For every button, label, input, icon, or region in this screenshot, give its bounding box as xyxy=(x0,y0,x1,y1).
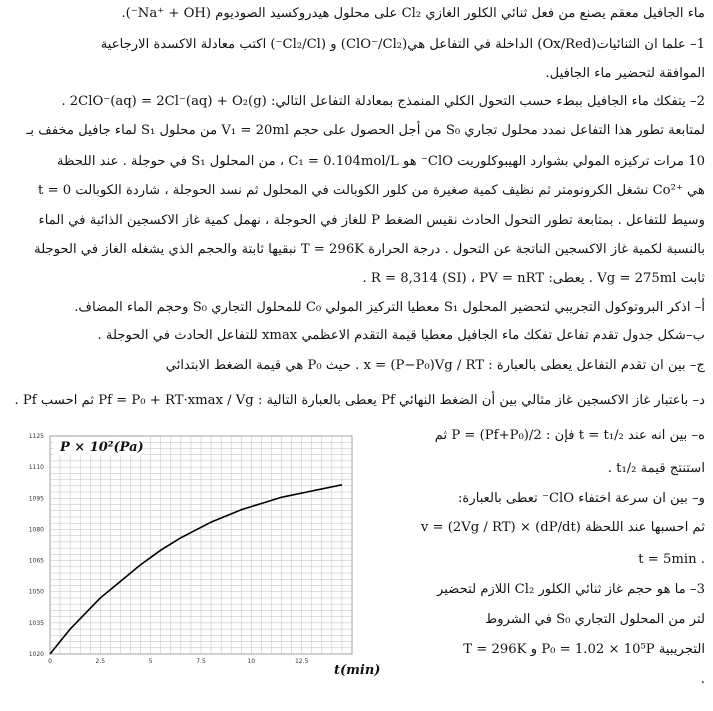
side-line-3: و– بين ان سرعة اختفاء ClO⁻ تعطى بالعبارة: xyxy=(457,491,705,506)
y-tick-label: 1095 xyxy=(28,495,44,503)
y-tick-label: 1080 xyxy=(28,526,44,534)
x-tick-label: 10 xyxy=(247,658,256,665)
pressure-time-chart xyxy=(22,430,392,680)
x-tick-label: 12.5 xyxy=(294,658,309,665)
y-tick-label: 1125 xyxy=(28,433,44,440)
side-line-5: t = 5min . xyxy=(638,552,705,567)
line-6: 10 مرات تركيزه المولي بشوارد الهيبوكلوريت ClO⁻ هو C₁ = 0.104mol/L ، من المحلول S₁ في حوجلة . عند اللحظة xyxy=(57,154,705,169)
line-13: ج– بين ان تقدم التفاعل يعطى بالعبارة : x = (P−P₀)Vg / RT . حيث P₀ هي قيمة الضغط الابتدائي xyxy=(165,358,705,373)
line-7: t = 0 نشغل الكرونومتر ثم نظيف كمية صغيرة من كلور الكوبالت في المحلول ثم نسد الحوجلة ، شاردة الكوبالت Co²⁺ هي xyxy=(37,183,705,198)
side-line-8: التجريبية P₀ = 1.02 × 10⁵P و T = 296K xyxy=(463,642,705,657)
side-line-6: 3– ما هو حجم غاز ثنائي الكلور Cl₂ اللازم لتحضير xyxy=(436,582,705,597)
side-line-2: استنتج قيمة t₁/₂ . xyxy=(607,461,705,476)
y-tick-label: 1065 xyxy=(28,557,44,565)
side-line-7: لتر من المحلول التجاري S₀ في الشروط xyxy=(485,612,705,627)
side-line-4: v = (2Vg / RT) × (dP/dt) ثم احسبها عند اللحظة xyxy=(420,520,705,535)
y-tick-label: 1110 xyxy=(28,464,44,472)
x-tick-label: 0 xyxy=(48,658,52,665)
y-tick-labels xyxy=(29,433,44,658)
y-tick-label: 1035 xyxy=(28,619,44,627)
line-5: لمتابعة تطور هذا التفاعل نمدد محلول تجاري S₀ من أجل الحصول على حجم V₁ = 20ml من محلول S₁ لماء جافيل مخفف بـ xyxy=(26,123,705,138)
line-2: 1– علما ان الثنائيات(Ox/Red) الداخلة في التفاعل هي(ClO⁻/Cl₂) و (Cl₂/Cl⁻) اكتب معادلة الاكسدة الارجاعية xyxy=(100,37,705,52)
line-9: بالنسبة لكمية غاز الاكسجين الناتجة عن التحول . درجة الحرارة T = 296K نبقيها ثابتة والحجم الذي يشغله الغاز في الحوجلة xyxy=(34,242,705,257)
x-axis-label: t(min) xyxy=(334,663,381,678)
line-12: ب–شكل جدول تقدم تفاعل تفكك ماء الجافيل معطيا قيمة التقدم الاعظمي xmax للتفاعل الحادث في الحوجلة . xyxy=(97,328,705,343)
x-tick-label: 7.5 xyxy=(196,658,206,665)
line-8: وسيط للتفاعل . بمتابعة تطور التحول الحادث نقيس الضغط P للغاز في الحوجلة ، نهمل كمية غاز الاكسجين الذائبة في الماء xyxy=(38,213,705,228)
side-line-1: ه– بين انه عند t = t₁/₂ فإن : P = (Pf+P₀)/2 ثم xyxy=(434,428,705,443)
side-line-9: . xyxy=(700,672,705,687)
y-tick-label: 1050 xyxy=(28,588,44,596)
x-tick-label: 5 xyxy=(148,658,153,665)
y-tick-label: 1020 xyxy=(28,651,44,658)
x-tick-label: 2.5 xyxy=(95,658,106,665)
line-1: ماء الجافيل معقم يصنع من فعل ثنائي الكلور الغازي Cl₂ على محلول هيدروكسيد الصوديوم (Na⁺ + OH⁻). xyxy=(121,6,705,21)
line-4: 2– يتفكك ماء الجافيل ببطء حسب التحول الكلي المنمذج بمعادلة التفاعل التالي: 2ClO⁻(aq) = 2Cl⁻(aq) + O₂(g) . xyxy=(61,94,705,109)
line-10: ثابت Vg = 275ml . يعطى: R = 8,314 (SI) ، PV = nRT . xyxy=(362,271,705,286)
x-tick-labels xyxy=(48,658,308,665)
line-3: الموافقة لتحضير ماء الجافيل. xyxy=(545,66,705,81)
line-14: د– باعتبار غاز الاكسجين غاز مثالي بين أن الضغط النهائي Pf يعطى بالعبارة التالية : Pf = P₀ + RT·xmax / Vg ثم احسب Pf . xyxy=(14,393,705,408)
y-axis-label: P × 10²(Pa) xyxy=(60,440,144,455)
line-11: أ– اذكر البروتوكول التجريبي لتحضير المحلول S₁ معطيا التركيز المولي C₀ للمحلول التجاري S₀ وحجم الماء المضاف. xyxy=(74,300,705,315)
